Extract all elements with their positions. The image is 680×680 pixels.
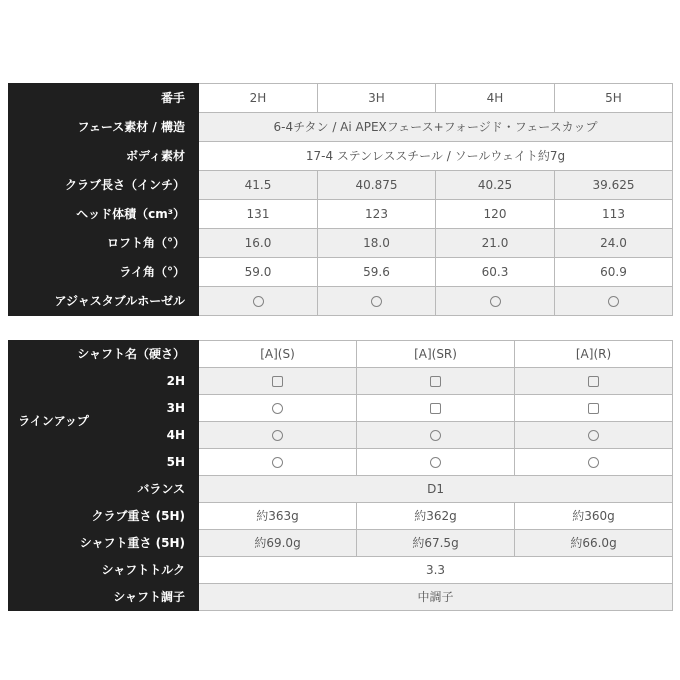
spec-value: 59.6 (318, 258, 436, 287)
circle-icon (253, 296, 264, 307)
row-label: シャフト重さ (5H) (9, 530, 199, 557)
table-row (9, 287, 673, 316)
circle-icon (608, 296, 619, 307)
column-header: 3H (318, 84, 436, 113)
mark-cell (555, 287, 673, 316)
circle-icon (272, 430, 283, 441)
spec-value: 120 (436, 200, 555, 229)
spec-value: 60.3 (436, 258, 555, 287)
spec-value: 18.0 (318, 229, 436, 258)
table-row (9, 449, 673, 476)
circle-icon (371, 296, 382, 307)
spec-span-value: 3.3 (199, 557, 673, 584)
column-header: [A](R) (515, 341, 673, 368)
column-header: [A](S) (199, 341, 357, 368)
mark-cell (318, 287, 436, 316)
spec-value: 約363g (199, 503, 357, 530)
table-row (9, 584, 673, 611)
lineup-row-label: 4H (99, 422, 199, 449)
spec-value: 59.0 (199, 258, 318, 287)
lineup-row-label: 2H (99, 368, 199, 395)
lineup-label: ラインアップ (9, 368, 99, 476)
mark-cell (357, 368, 515, 395)
mark-cell (515, 449, 673, 476)
circle-icon (272, 403, 283, 414)
lineup-row-label: 5H (99, 449, 199, 476)
table-row (9, 258, 673, 287)
table-row (9, 557, 673, 584)
row-label: バランス (9, 476, 199, 503)
table-row (9, 395, 673, 422)
row-label: ボディ素材 (9, 142, 199, 171)
circle-icon (490, 296, 501, 307)
row-label: ライ角（°） (9, 258, 199, 287)
column-header: 5H (555, 84, 673, 113)
spec-span-value: 17-4 ステンレススチール / ソールウェイト約7g (199, 142, 673, 171)
spec-span-value: D1 (199, 476, 673, 503)
spec-corner-label: 番手 (9, 84, 199, 113)
spec-span-value: 中調子 (199, 584, 673, 611)
table-row (9, 113, 673, 142)
table-row (9, 341, 673, 368)
column-header: [A](SR) (357, 341, 515, 368)
row-label: ロフト角（°） (9, 229, 199, 258)
spec-value: 16.0 (199, 229, 318, 258)
table-row (9, 229, 673, 258)
spec-sheet (8, 83, 672, 611)
mark-cell (357, 449, 515, 476)
square-icon (430, 403, 441, 414)
table-row (9, 368, 673, 395)
circle-icon (430, 430, 441, 441)
table-row (9, 530, 673, 557)
column-header: 4H (436, 84, 555, 113)
spec-value: 41.5 (199, 171, 318, 200)
mark-cell (515, 422, 673, 449)
mark-cell (199, 422, 357, 449)
square-icon (588, 376, 599, 387)
square-icon (430, 376, 441, 387)
mark-cell (199, 395, 357, 422)
row-label: クラブ重さ (5H) (9, 503, 199, 530)
table-row (9, 503, 673, 530)
shaft-table (8, 340, 673, 611)
mark-cell (199, 368, 357, 395)
table-row (9, 422, 673, 449)
mark-cell (199, 449, 357, 476)
square-icon (272, 376, 283, 387)
row-label: ヘッド体積（cm³） (9, 200, 199, 229)
spec-table (8, 83, 673, 316)
spec-value: 40.25 (436, 171, 555, 200)
table-row (9, 200, 673, 229)
shaft-corner-label: シャフト名（硬さ） (9, 341, 199, 368)
spec-span-value: 6-4チタン / Ai APEXフェース+フォージド・フェースカップ (199, 113, 673, 142)
row-label: シャフト調子 (9, 584, 199, 611)
circle-icon (588, 457, 599, 468)
row-label: アジャスタブルホーゼル (9, 287, 199, 316)
mark-cell (199, 287, 318, 316)
spec-value: 約362g (357, 503, 515, 530)
mark-cell (357, 422, 515, 449)
column-header: 2H (199, 84, 318, 113)
mark-cell (515, 395, 673, 422)
table-row (9, 171, 673, 200)
spec-value: 39.625 (555, 171, 673, 200)
spec-value: 113 (555, 200, 673, 229)
mark-cell (515, 368, 673, 395)
square-icon (588, 403, 599, 414)
circle-icon (588, 430, 599, 441)
spec-value: 約66.0g (515, 530, 673, 557)
spec-value: 約69.0g (199, 530, 357, 557)
circle-icon (430, 457, 441, 468)
spec-value: 60.9 (555, 258, 673, 287)
lineup-row-label: 3H (99, 395, 199, 422)
spec-value: 24.0 (555, 229, 673, 258)
spec-value: 約67.5g (357, 530, 515, 557)
spec-value: 131 (199, 200, 318, 229)
table-row (9, 84, 673, 113)
table-row (9, 142, 673, 171)
mark-cell (357, 395, 515, 422)
mark-cell (436, 287, 555, 316)
row-label: フェース素材 / 構造 (9, 113, 199, 142)
row-label: クラブ長さ（インチ） (9, 171, 199, 200)
table-row (9, 476, 673, 503)
spec-value: 123 (318, 200, 436, 229)
spec-value: 約360g (515, 503, 673, 530)
spec-value: 21.0 (436, 229, 555, 258)
spec-value: 40.875 (318, 171, 436, 200)
row-label: シャフトトルク (9, 557, 199, 584)
circle-icon (272, 457, 283, 468)
